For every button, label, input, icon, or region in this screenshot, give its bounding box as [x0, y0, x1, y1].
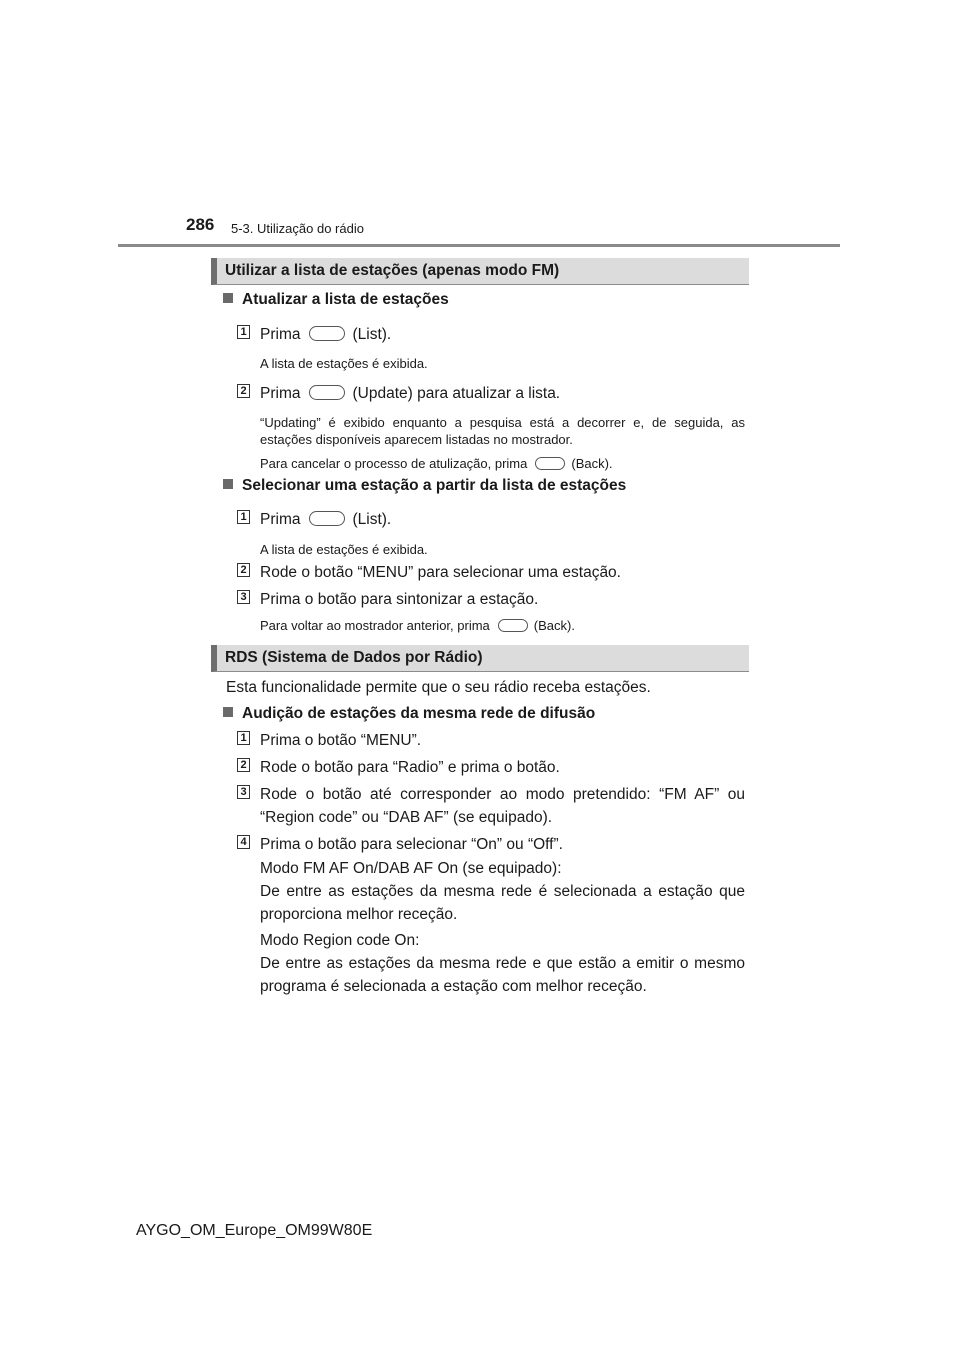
back-button-icon: [498, 619, 528, 632]
step-text-part: (List).: [352, 326, 392, 343]
step-text-part: Prima: [260, 326, 301, 343]
note-text: A lista de estações é exibida.: [260, 356, 428, 371]
mode-paragraph: [260, 929, 745, 998]
subheading-text: Audição de estações da mesma rede de difusão: [242, 705, 596, 722]
step-text: Prima o botão para sintonizar a estação.: [260, 591, 539, 608]
list-button-icon: [309, 326, 345, 341]
section-heading-station-list: Utilizar a lista de estações (apenas modo FM): [211, 258, 749, 285]
step-text: [260, 323, 745, 346]
step-text: Rode o botão “MENU” para selecionar uma estação.: [260, 564, 621, 581]
step-number: 1: [237, 325, 250, 339]
step-number: 3: [237, 785, 250, 799]
subheading-select-station: [223, 477, 626, 495]
page-number: 286: [186, 215, 215, 234]
running-head: 5-3. Utilização do rádio: [231, 221, 364, 236]
step-number: 2: [237, 563, 250, 577]
bullet-square-icon: [223, 707, 233, 717]
step-number: 2: [237, 384, 250, 398]
note-text: “Updating” é exibido enquanto a pesquisa está a decorrer e, de seguida, as estações disponíveis aparecem listadas no mostrador.: [260, 415, 745, 447]
intro-text: Esta funcionalidade permite que o seu rádio receba estações.: [226, 679, 651, 696]
bullet-square-icon: [223, 293, 233, 303]
section-heading-rds: RDS (Sistema de Dados por Rádio): [211, 645, 749, 672]
step-text: [260, 382, 745, 405]
step-text-part: (List).: [352, 511, 392, 528]
step-text-part: (Update) para atualizar a lista.: [352, 385, 561, 402]
note-text-part: Para voltar ao mostrador anterior, prima: [260, 618, 490, 633]
step-text: Prima o botão para selecionar “On” ou “Off”.: [260, 836, 563, 853]
mode-paragraph: [260, 857, 745, 926]
step-text-part: Prima: [260, 385, 301, 402]
back-button-icon: [535, 457, 565, 470]
bullet-square-icon: [223, 479, 233, 489]
step-text: Rode o botão para “Radio” e prima o botão.: [260, 759, 560, 776]
note-text-part: (Back).: [533, 618, 575, 633]
footer-doc-code: AYGO_OM_Europe_OM99W80E: [136, 1222, 373, 1239]
step-text: [260, 508, 745, 531]
mode-description: De entre as estações da mesma rede é selecionada a estação que proporciona melhor receção.: [260, 883, 745, 923]
note-text: [260, 617, 745, 634]
step-text: Prima o botão “MENU”.: [260, 732, 422, 749]
step-number: 4: [237, 835, 250, 849]
mode-description: De entre as estações da mesma rede e que estão a emitir o mesmo programa é selecionada a estação com melhor receção.: [260, 955, 745, 995]
step-number: 1: [237, 510, 250, 524]
step-number: 1: [237, 731, 250, 745]
subheading-text: Selecionar uma estação a partir da lista de estações: [242, 477, 627, 494]
header-rule: [118, 244, 840, 247]
note-text-part: Para cancelar o processo de atulização, prima: [260, 456, 528, 471]
note-text-part: (Back).: [571, 456, 613, 471]
note-text: [260, 455, 745, 472]
update-button-icon: [309, 385, 345, 400]
subheading-update-list: [223, 291, 449, 309]
step-text: Rode o botão até corresponder ao modo pretendido: “FM AF” ou “Region code” ou “DAB AF” (se equipado).: [260, 786, 745, 826]
step-number: 2: [237, 758, 250, 772]
subheading-same-network: [223, 705, 595, 723]
subheading-text: Atualizar a lista de estações: [242, 291, 449, 308]
mode-title: Modo Region code On:: [260, 932, 420, 949]
note-text: A lista de estações é exibida.: [260, 542, 428, 557]
step-number: 3: [237, 590, 250, 604]
step-text-part: Prima: [260, 511, 301, 528]
mode-title: Modo FM AF On/DAB AF On (se equipado):: [260, 860, 562, 877]
list-button-icon: [309, 511, 345, 526]
